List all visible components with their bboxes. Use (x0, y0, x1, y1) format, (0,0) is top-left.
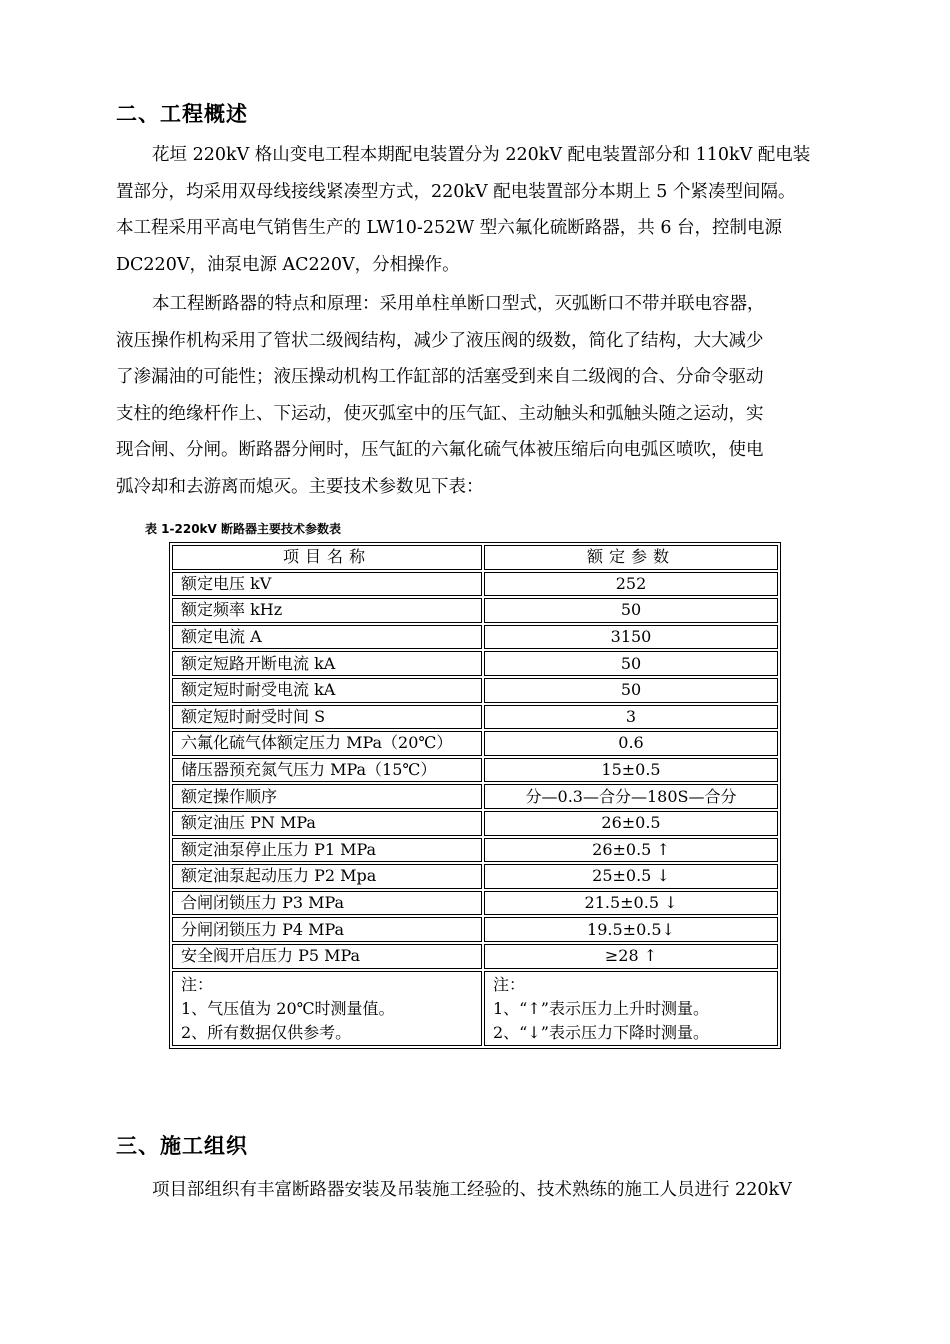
param-value: 50 (484, 651, 778, 676)
param-name: 额定电压 kV (172, 572, 482, 597)
param-name: 额定短时耐受电流 kA (172, 678, 482, 703)
spec-table (169, 542, 781, 1049)
notes-right (484, 971, 778, 1046)
table-row (172, 891, 778, 916)
param-name: 储压器预充氮气压力 MPa（15℃） (172, 758, 482, 783)
param-value: 25±0.5 ↓ (484, 864, 778, 889)
param-name: 额定油压 PN MPa (172, 811, 482, 836)
text-line: 花垣 220kV 格山变电工程本期配电装置分为 220kV 配电装置部分和 110kV 配电装 (152, 145, 811, 165)
table-row (172, 784, 778, 809)
paragraph-organization (116, 1172, 826, 1209)
text-line: 置部分，均采用双母线接线紧凑型方式，220kV 配电装置部分本期上 5 个紧凑型间隔。 (116, 181, 796, 202)
paragraph-principle (116, 286, 826, 506)
table-row (172, 944, 778, 969)
param-name: 额定电流 A (172, 625, 482, 650)
param-value: 50 (484, 598, 778, 623)
notes-left (172, 971, 482, 1046)
param-name: 六氟化硫气体额定压力 MPa（20℃） (172, 731, 482, 756)
table-caption: 表 1-220kV 断路器主要技术参数表 (145, 522, 342, 536)
header-rated-value: 额定参数 (484, 545, 778, 570)
text-line: 项目部组织有丰富断路器安装及吊装施工经验的、技术熟练的施工人员进行 220kV (152, 1180, 792, 1200)
text-line: DC220V，油泵电源 AC220V，分相操作。 (116, 254, 460, 275)
param-name: 额定操作顺序 (172, 784, 482, 809)
note-line: 注： (181, 974, 214, 994)
table-row (172, 838, 778, 863)
param-value: 252 (484, 572, 778, 597)
table-row (172, 731, 778, 756)
note-line: 2、“↓”表示压力下降时测量。 (493, 1022, 709, 1042)
text-line: 支柱的绝缘杆作上、下运动，使灭弧室中的压气缸、主动触头和弧触头随之运动，实 (116, 403, 764, 424)
param-value: 3 (484, 705, 778, 730)
param-value: 26±0.5 (484, 811, 778, 836)
table-row (172, 811, 778, 836)
param-name: 额定短时耐受时间 S (172, 705, 482, 730)
table-header-row (172, 545, 778, 570)
param-name: 合闸闭锁压力 P3 MPa (172, 891, 482, 916)
param-name: 额定短路开断电流 kA (172, 651, 482, 676)
table-row (172, 572, 778, 597)
note-line: 注： (493, 974, 526, 994)
param-value: 26±0.5 ↑ (484, 838, 778, 863)
text-line: 液压操作机构采用了管状二级阀结构，减少了液压阀的级数，简化了结构，大大减少 (116, 330, 764, 351)
param-value: 50 (484, 678, 778, 703)
table-row (172, 651, 778, 676)
table-notes-row (172, 971, 778, 1046)
param-value: 分—0.3—合分—180S—合分 (484, 784, 778, 809)
param-name: 额定油泵起动压力 P2 Mpa (172, 864, 482, 889)
param-name: 额定油泵停止压力 P1 MPa (172, 838, 482, 863)
paragraph-overview (116, 137, 826, 283)
param-value: 0.6 (484, 731, 778, 756)
note-line: 1、气压值为 20℃时测量值。 (181, 998, 395, 1018)
table-row (172, 705, 778, 730)
param-value: 15±0.5 (484, 758, 778, 783)
note-line: 1、“↑”表示压力上升时测量。 (493, 998, 709, 1018)
text-line: 本工程采用平高电气销售生产的 LW10-252W 型六氟化硫断路器，共 6 台，控制电源 (116, 218, 783, 239)
text-line: 弧冷却和去游离而熄灭。主要技术参数见下表： (116, 476, 484, 497)
note-line: 2、所有数据仅供参考。 (181, 1022, 352, 1042)
param-name: 安全阀开启压力 P5 MPa (172, 944, 482, 969)
param-name: 额定频率 kHz (172, 598, 482, 623)
param-value: 19.5±0.5↓ (484, 917, 778, 942)
table-row (172, 758, 778, 783)
param-value: ≥28 ↑ (484, 944, 778, 969)
text-line: 现合闸、分闸。断路器分闸时，压气缸的六氟化硫气体被压缩后向电弧区喷吹，使电 (116, 440, 764, 461)
param-name: 分闸闭锁压力 P4 MPa (172, 917, 482, 942)
param-value: 21.5±0.5 ↓ (484, 891, 778, 916)
table-row (172, 678, 778, 703)
table-row (172, 625, 778, 650)
text-line: 了渗漏油的可能性；液压操动机构工作缸部的活塞受到来自二级阀的合、分命令驱动 (116, 367, 764, 388)
text-line: 本工程断路器的特点和原理：采用单柱单断口型式，灭弧断口不带并联电容器， (152, 294, 765, 314)
section-title-overview: 二、工程概述 (116, 102, 248, 126)
header-item-name: 项目名称 (172, 545, 482, 570)
table-row (172, 917, 778, 942)
table-row (172, 864, 778, 889)
param-value: 3150 (484, 625, 778, 650)
section-title-organization: 三、施工组织 (116, 1134, 248, 1158)
table-row (172, 598, 778, 623)
